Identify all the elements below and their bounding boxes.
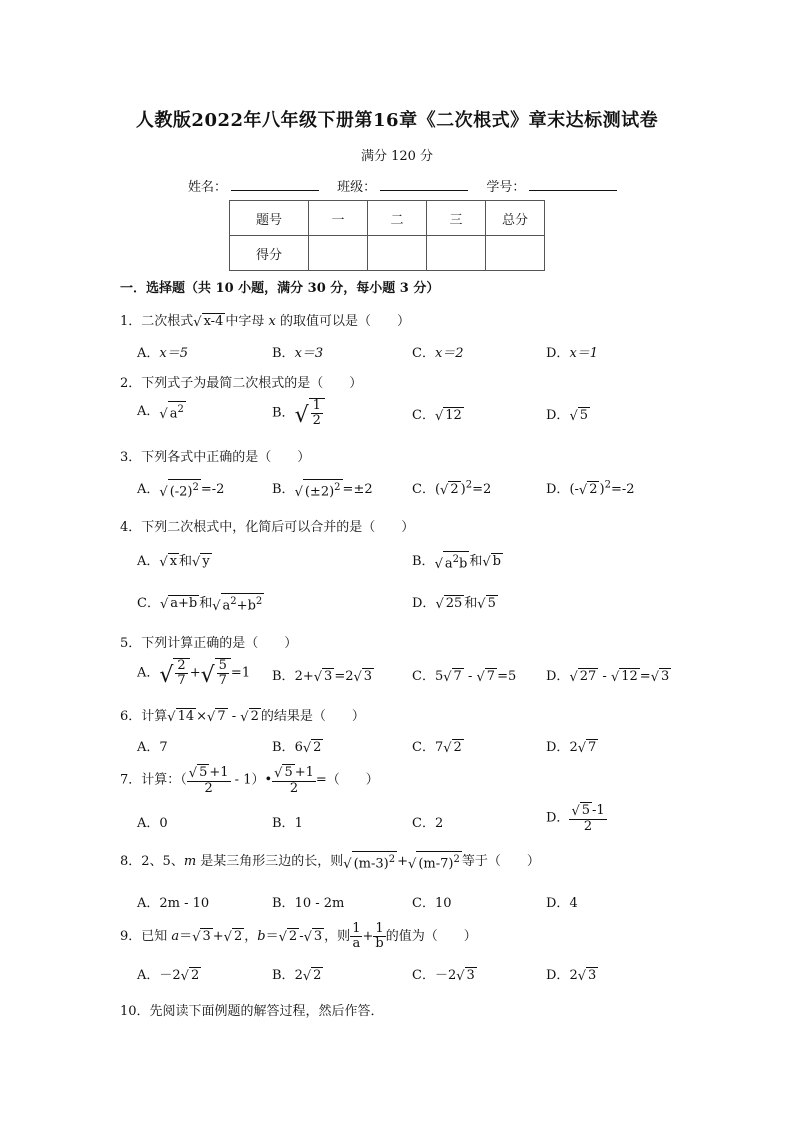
id-blank[interactable] [529,178,617,191]
q9-option-a[interactable]: A．－2√ 2 [137,968,200,984]
question-3: 3．下列各式中正确的是（ ） [120,450,311,465]
question-9: 9．已知 a＝√ 3 +√ 2 ，b＝√ 2 -√ 3 ，则 $\frac{1}{a}$ + $\frac{1}{b}$ 的值为（ ） [120,921,477,951]
q8-option-d[interactable]: D．4 [546,896,578,911]
page-title: 人教版2022年八年级下册第16章《二次根式》章末达标测试卷 [135,110,659,131]
score-input-cell[interactable] [427,236,486,271]
q6-option-d[interactable]: D．2√ 7 [546,740,597,756]
score-input-cell[interactable] [486,236,545,271]
radical: √ x-4 [193,314,224,330]
q1-option-c[interactable]: C．x＝2 [412,346,464,361]
question-2: 2．下列式子为最简二次根式的是（ ） [120,376,363,391]
name-label: 姓名： [188,180,228,195]
name-blank[interactable] [231,178,319,191]
q5-option-d[interactable]: D．√ 27 - √ 12 =√ 3 [546,669,670,685]
q7-option-c[interactable]: C．2 [412,816,444,831]
q4-option-c[interactable]: C．√ a+b 和√ $a^2+b^2$ [137,592,264,614]
score-cell: 三 [427,201,486,236]
q4-option-d[interactable]: D．√ 25 和√ 5 [412,596,496,612]
question-5: 5．下列计算正确的是（ ） [120,636,298,651]
q6-option-c[interactable]: C．7√ 2 [412,740,462,756]
question-6: 6．计算√ 14 ×√ 7 - √ 2 的结果是（ ） [120,709,365,725]
class-label: 班级： [337,180,377,195]
class-blank[interactable] [380,178,468,191]
score-input-cell[interactable] [309,236,368,271]
score-table-score-row [230,236,545,271]
section-title: 一．选择题（共 10 小题，满分 30 分，每小题 3 分） [120,281,440,296]
q8-option-c[interactable]: C．10 [412,896,452,911]
score-cell: 得分 [230,236,309,271]
q2-option-b[interactable]: B．√ $\frac{1}{2}$ [272,398,325,428]
q3-option-b[interactable]: B．√ $(\pm 2)^2 =\pm 2$ [272,478,373,500]
q4-option-a[interactable]: A．√ x 和√ y [137,554,210,570]
student-info-line [188,176,631,195]
score-cell: 总分 [486,201,545,236]
full-score: 满分 120 分 [360,149,434,164]
score-cell: 二 [368,201,427,236]
q7-option-d[interactable]: D． $\frac{√ 5 -1}{2}$ [546,803,605,834]
question-1: 1．二次根式√ x-4 中字母 x 的取值可以是（ ） [120,314,410,330]
q5-option-c[interactable]: C．5√ 7 - √ 7 =5 [412,669,517,685]
q3-option-c[interactable]: C．(√ 2 )$^2$=2 [412,479,492,498]
q3-option-d[interactable]: D．(-√ 2 )$^2$=-2 [546,479,635,498]
q6-option-b[interactable]: B．6√ 2 [272,740,322,756]
q3-option-a[interactable]: A．√ $(-2)^2 =-2$ [137,478,224,500]
q2-option-c[interactable]: C．√ 12 [412,408,462,424]
question-7: 7．计算：（ $\frac{√ 5 +1}{2}$ - 1）• $\frac{√ 5 +1}{2}$ =（ ） [120,765,379,796]
q4-option-b[interactable]: B．√ $a^2b$ 和√ b [412,550,503,572]
id-label: 学号： [486,180,526,195]
q1-option-a[interactable]: A．x＝5 [137,346,188,361]
q1-option-d[interactable]: D．x＝1 [546,346,599,361]
question-4: 4．下列二次根式中，化简后可以合并的是（ ） [120,520,415,535]
q1-option-b[interactable]: B．x＝3 [272,346,324,361]
q8-option-a[interactable]: A．2m - 10 [137,896,210,911]
q9-option-b[interactable]: B．2√ 2 [272,968,322,984]
q9-option-c[interactable]: C．－2√ 3 [412,968,475,984]
q1-stem: 1．二次根式 [120,314,194,329]
q5-option-b[interactable]: B．2+√ 3 =2√ 3 [272,669,373,685]
q2-option-a[interactable]: A．√ $a^2$ [137,400,186,422]
q6-option-a[interactable]: A．7 [137,740,168,755]
question-8: 8．2、5、m 是某三角形三边的长，则√ $(m-3)^2$ +√ $(m-7)^2$ 等于（ ） [120,850,540,872]
score-cell: 题号 [230,201,309,236]
q9-option-d[interactable]: D．2√ 3 [546,968,597,984]
question-10: 10．先阅读下面例题的解答过程，然后作答． [120,1004,384,1019]
score-input-cell[interactable] [368,236,427,271]
q5-option-a[interactable]: A．√ $\frac{2}{7}$ +√ $\frac{5}{7}$ =1 [137,658,251,688]
q7-option-a[interactable]: A．0 [137,816,168,831]
q8-option-b[interactable]: B．10 - 2m [272,896,345,911]
score-table [229,200,545,271]
q2-option-d[interactable]: D．√ 5 [546,408,589,424]
q7-option-b[interactable]: B．1 [272,816,303,831]
score-table-header-row [230,201,545,236]
score-cell: 一 [309,201,368,236]
